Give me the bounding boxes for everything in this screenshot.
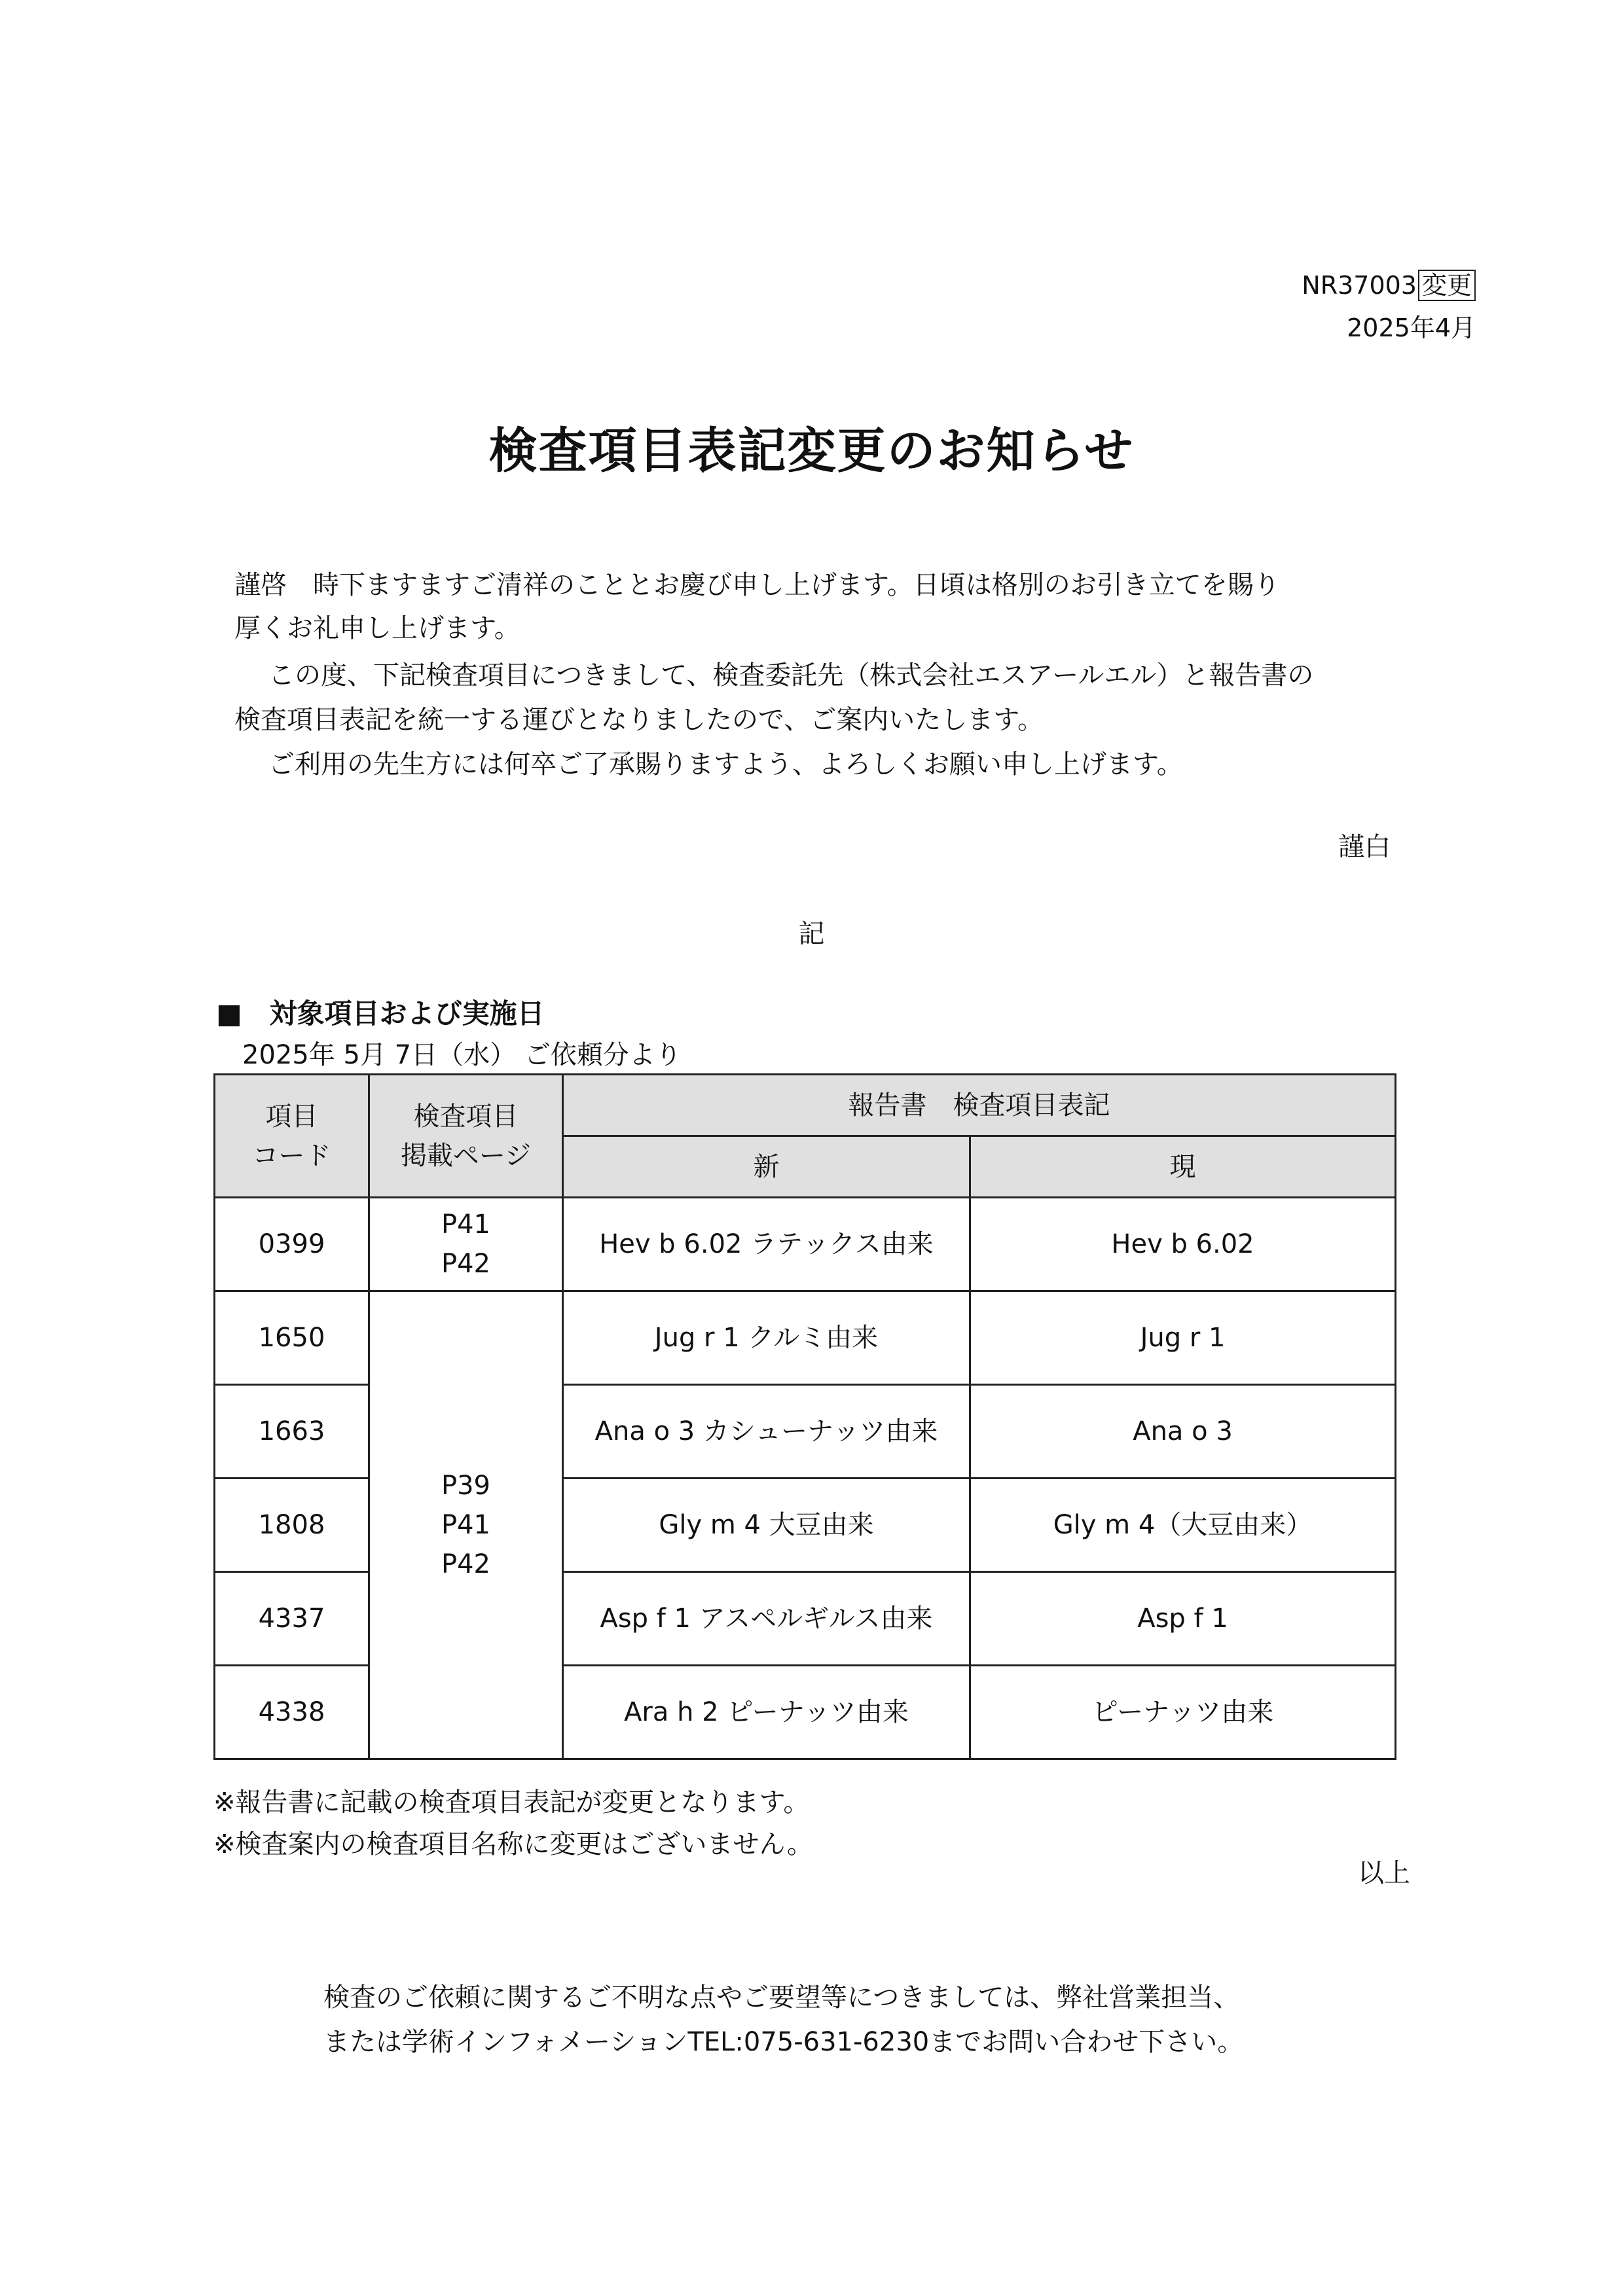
item-new-notation: Ara h 2 ピーナッツ由来: [563, 1666, 970, 1759]
greeting-line-2: 厚くお礼申し上げます。: [234, 613, 520, 643]
header-page: 検査項目 掲載ページ: [369, 1075, 563, 1198]
item-code: 1663: [215, 1385, 369, 1479]
section-effective-date: 2025年 5月 7日（水） ご依頼分より: [242, 1040, 682, 1070]
document-number-code: NR37003: [1302, 271, 1417, 300]
item-code: 4337: [215, 1572, 369, 1666]
contact-line-1: 検査のご依頼に関するご不明な点やご要望等につきましては、弊社営業担当、: [323, 1982, 1240, 2013]
item-new-notation: Asp f 1 アスペルギルス由来: [563, 1572, 970, 1666]
header-item-code: 項目 コード: [215, 1075, 369, 1198]
item-current-notation: Asp f 1: [970, 1572, 1396, 1666]
item-current-notation: Ana o 3: [970, 1385, 1396, 1479]
contact-line-2: または学術インフォメーションTEL:075-631-6230までお問い合わせ下さい。: [323, 2027, 1244, 2057]
note-1: ※報告書に記載の検査項目表記が変更となります。: [213, 1787, 810, 1818]
header-new: 新: [563, 1136, 970, 1198]
item-new-notation: Gly m 4 大豆由来: [563, 1479, 970, 1572]
section-heading: ■ 対象項目および実施日: [216, 997, 545, 1030]
page-title: 検査項目表記変更のお知らせ: [488, 423, 1135, 479]
item-current-notation: Jug r 1: [970, 1291, 1396, 1385]
item-current-notation: Hev b 6.02: [970, 1198, 1396, 1291]
header-current: 現: [970, 1136, 1396, 1198]
closing-word: 謹白: [1338, 832, 1391, 862]
closing-ijou: 以上: [1358, 1858, 1410, 1888]
document-change-tag: 変更: [1418, 270, 1476, 301]
greeting-line-4: 検査項目表記を統一する運びとなりましたので、ご案内いたします。: [234, 705, 1044, 735]
item-current-notation: ピーナッツ由来: [970, 1666, 1396, 1759]
item-pages: P41 P42: [369, 1198, 563, 1291]
document-number: [1302, 265, 1476, 301]
note-2: ※検査案内の検査項目名称に変更はございません。: [213, 1829, 813, 1859]
table-row: [215, 1291, 1396, 1385]
item-new-notation: Hev b 6.02 ラテックス由来: [563, 1198, 970, 1291]
greeting-line-5: ご利用の先生方には何卒ご了承賜りますよう、よろしくお願い申し上げます。: [242, 749, 1183, 780]
item-code: 1650: [215, 1291, 369, 1385]
items-table: [213, 1073, 1396, 1760]
item-new-notation: Ana o 3 カシューナッツ由来: [563, 1385, 970, 1479]
item-code: 1808: [215, 1479, 369, 1572]
item-code: 4338: [215, 1666, 369, 1759]
greeting-line-3: この度、下記検査項目につきまして、検査委託先（株式会社エスアールエル）と報告書の: [242, 660, 1314, 691]
header-report-notation: 報告書 検査項目表記: [563, 1075, 1396, 1136]
item-pages: P39 P41 P42: [369, 1291, 563, 1759]
ki-marker: 記: [798, 919, 825, 949]
item-code: 0399: [215, 1198, 369, 1291]
item-current-notation: Gly m 4（大豆由来）: [970, 1479, 1396, 1572]
greeting-line-1: 謹啓 時下ますますご清祥のこととお慶び申し上げます。日頃は格別のお引き立てを賜り: [234, 570, 1280, 600]
table-row: [215, 1198, 1396, 1291]
item-new-notation: Jug r 1 クルミ由来: [563, 1291, 970, 1385]
document-date: 2025年4月: [1347, 314, 1476, 342]
